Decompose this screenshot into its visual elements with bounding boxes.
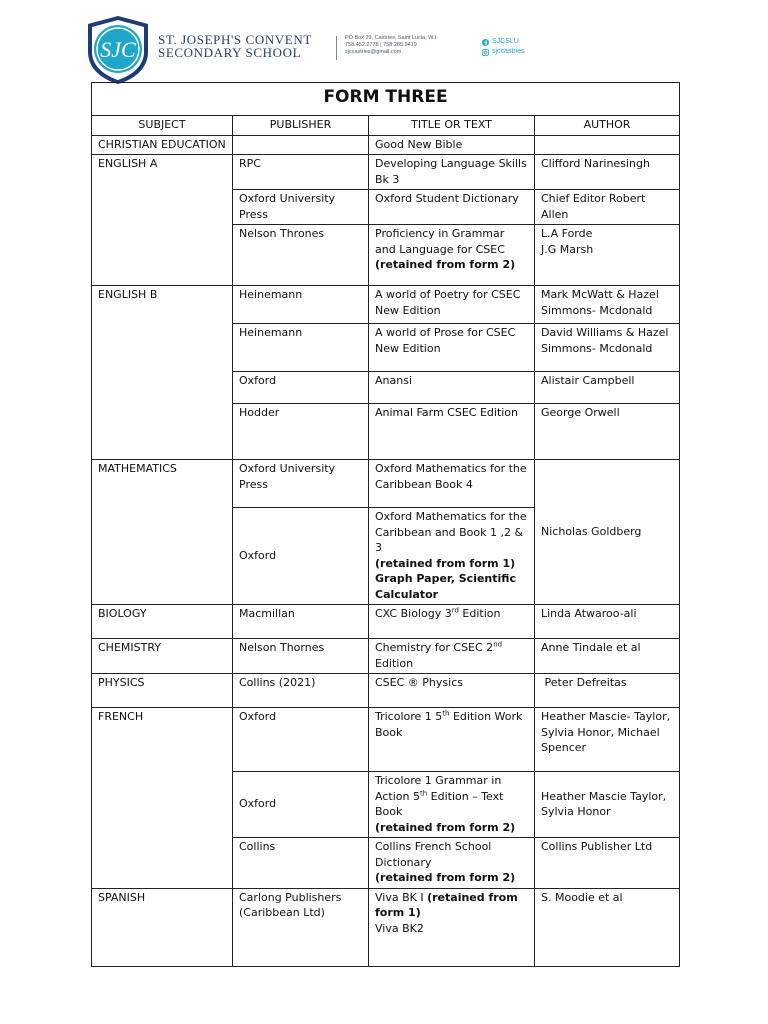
publisher-cell: Macmillan (233, 605, 369, 639)
subject-cell: ENGLISH A (92, 155, 233, 286)
title-text: Viva BK I (375, 890, 428, 904)
school-name-line1: ST. JOSEPH'S CONVENT (158, 32, 312, 47)
publisher-cell: Nelson Thrones (233, 225, 369, 286)
letterhead (0, 0, 768, 82)
author-cell: S. Moodie et al (535, 888, 680, 966)
publisher-cell: Collins (233, 838, 369, 889)
publisher-cell: Collins (2021) (233, 674, 369, 708)
retained-note: (retained from form 1) (375, 890, 518, 919)
publisher-cell: Oxford (233, 372, 369, 404)
facebook-handle: SJCSLU (492, 38, 519, 45)
author-cell: Chief Editor Robert Allen (535, 190, 680, 225)
publisher-cell: Oxford (233, 772, 369, 838)
title-text: CXC Biology 3 (375, 607, 452, 620)
title-cell: Oxford Student Dictionary (369, 190, 535, 225)
subject-cell: CHEMISTRY (92, 639, 233, 674)
title-cell (369, 708, 535, 772)
title-text: Proficiency in Grammar and Language for CSEC (375, 227, 505, 256)
subject-cell: BIOLOGY (92, 605, 233, 639)
author-cell: Clifford Narinesingh (535, 155, 680, 190)
contact-phone: 758.452.2778 | 758.285.9419 (345, 42, 417, 48)
publisher-cell: Oxford (233, 508, 369, 605)
social-instagram[interactable] (482, 47, 525, 57)
school-name (158, 33, 312, 59)
author-cell: Heather Mascie Taylor, Sylvia Honor (535, 772, 680, 838)
author-cell: David Williams & Hazel Simmons- Mcdonald (535, 324, 680, 372)
title-superscript: rd (451, 606, 459, 615)
title-cell: Good New Bible (369, 135, 535, 155)
table-row (92, 639, 680, 674)
social-facebook[interactable] (482, 37, 525, 47)
table-row (92, 708, 680, 772)
author-cell: George Orwell (535, 404, 680, 460)
title-cell (369, 605, 535, 639)
contact-address: PO Box 29, Castries, Saint Lucia, W.I. (345, 35, 438, 41)
contact-info (345, 35, 438, 56)
title-cell: A world of Prose for CSEC New Edition (369, 324, 535, 372)
publisher-cell: Nelson Thornes (233, 639, 369, 674)
author-cell: Peter Defreitas (535, 674, 680, 708)
form-title: FORM THREE (92, 83, 680, 116)
author-cell: Linda Atwaroo-ali (535, 605, 680, 639)
column-header-row (92, 116, 680, 136)
title-text: Edition Work Book (375, 710, 523, 739)
author-cell: Alistair Campbell (535, 372, 680, 404)
svg-text:SJC: SJC (100, 37, 136, 62)
title-cell (369, 225, 535, 286)
publisher-cell: Oxford University Press (233, 190, 369, 225)
title-cell: CSEC ® Physics (369, 674, 535, 708)
title-cell: Oxford Mathematics for the Caribbean Book 4 (369, 460, 535, 508)
col-publisher: PUBLISHER (233, 116, 369, 136)
col-author: AUTHOR (535, 116, 680, 136)
school-name-line2: SECONDARY SCHOOL (158, 45, 302, 60)
title-text: Chemistry for CSEC 2 (375, 641, 494, 654)
author-name: L.A Forde (541, 227, 593, 240)
title-cell: A world of Poetry for CSEC New Edition (369, 286, 535, 324)
title-superscript: th (442, 709, 450, 718)
social-links (482, 37, 525, 57)
retained-note: (retained from form 2) (375, 258, 516, 271)
subject-cell: ENGLISH B (92, 286, 233, 460)
title-cell: Anansi (369, 372, 535, 404)
publisher-cell: Oxford University Press (233, 460, 369, 508)
author-name: J.G Marsh (541, 242, 594, 256)
table-row (92, 460, 680, 508)
contact-email: sjccastries@gmail.com (345, 49, 402, 55)
title-text: Tricolore 1 5 (375, 710, 443, 723)
title-cell (369, 772, 535, 838)
school-crest-logo (84, 14, 152, 86)
author-cell: Anne Tindale et al (535, 639, 680, 674)
subject-cell: SPANISH (92, 888, 233, 966)
author-cell (535, 225, 680, 286)
publisher-cell: Heinemann (233, 286, 369, 324)
subject-cell: FRENCH (92, 708, 233, 889)
table-row (92, 286, 680, 324)
col-subject: SUBJECT (92, 116, 233, 136)
retained-note: (retained from form 2) (375, 871, 516, 884)
publisher-cell (233, 135, 369, 155)
table-row (92, 155, 680, 190)
author-cell: Nicholas Goldberg (535, 460, 680, 605)
publisher-cell: Heinemann (233, 324, 369, 372)
title-text: Edition – Text Book (375, 789, 504, 818)
author-cell: Heather Mascie- Taylor, Sylvia Honor, Michael Spencer (535, 708, 680, 772)
col-title: TITLE OR TEXT (369, 116, 535, 136)
instagram-handle: sjccastries (492, 48, 525, 55)
book-list-table (91, 82, 680, 967)
retained-note: (retained from form 2) (375, 820, 516, 834)
title-cell: Developing Language Skills Bk 3 (369, 155, 535, 190)
publisher-cell: Hodder (233, 404, 369, 460)
facebook-icon (482, 39, 489, 46)
title-cell (369, 888, 535, 966)
title-cell (369, 838, 535, 889)
title-text: Edition (458, 607, 501, 620)
title-cell: Animal Farm CSEC Edition (369, 404, 535, 460)
instagram-icon (482, 49, 489, 56)
header-divider (336, 36, 337, 60)
title-text: Edition (375, 656, 414, 670)
title-superscript: nd (493, 640, 503, 649)
author-cell: Collins Publisher Ltd (535, 838, 680, 889)
subject-cell: MATHEMATICS (92, 460, 233, 605)
publisher-cell: Carlong Publishers (Caribbean Ltd) (233, 888, 369, 966)
title-superscript: th (419, 788, 428, 797)
title-cell (369, 639, 535, 674)
table-row (92, 135, 680, 155)
title-text: Viva BK2 (375, 921, 424, 935)
table-row (92, 674, 680, 708)
title-text: Tricolore 1 Grammar in Action 5 (375, 774, 502, 803)
author-cell: Mark McWatt & Hazel Simmons- Mcdonald (535, 286, 680, 324)
supplies-note: Graph Paper, Scientific Calculator (375, 572, 516, 601)
title-text: Collins French School Dictionary (375, 840, 492, 869)
title-cell (369, 508, 535, 605)
table-row (92, 605, 680, 639)
retained-note: (retained from form 1) (375, 556, 516, 570)
author-cell (535, 135, 680, 155)
subject-cell: PHYSICS (92, 674, 233, 708)
publisher-cell: Oxford (233, 708, 369, 772)
subject-cell: CHRISTIAN EDUCATION (92, 135, 233, 155)
title-text: Oxford Mathematics for the Caribbean and Book 1 ,2 & 3 (375, 510, 527, 554)
table-row (92, 888, 680, 966)
publisher-cell: RPC (233, 155, 369, 190)
